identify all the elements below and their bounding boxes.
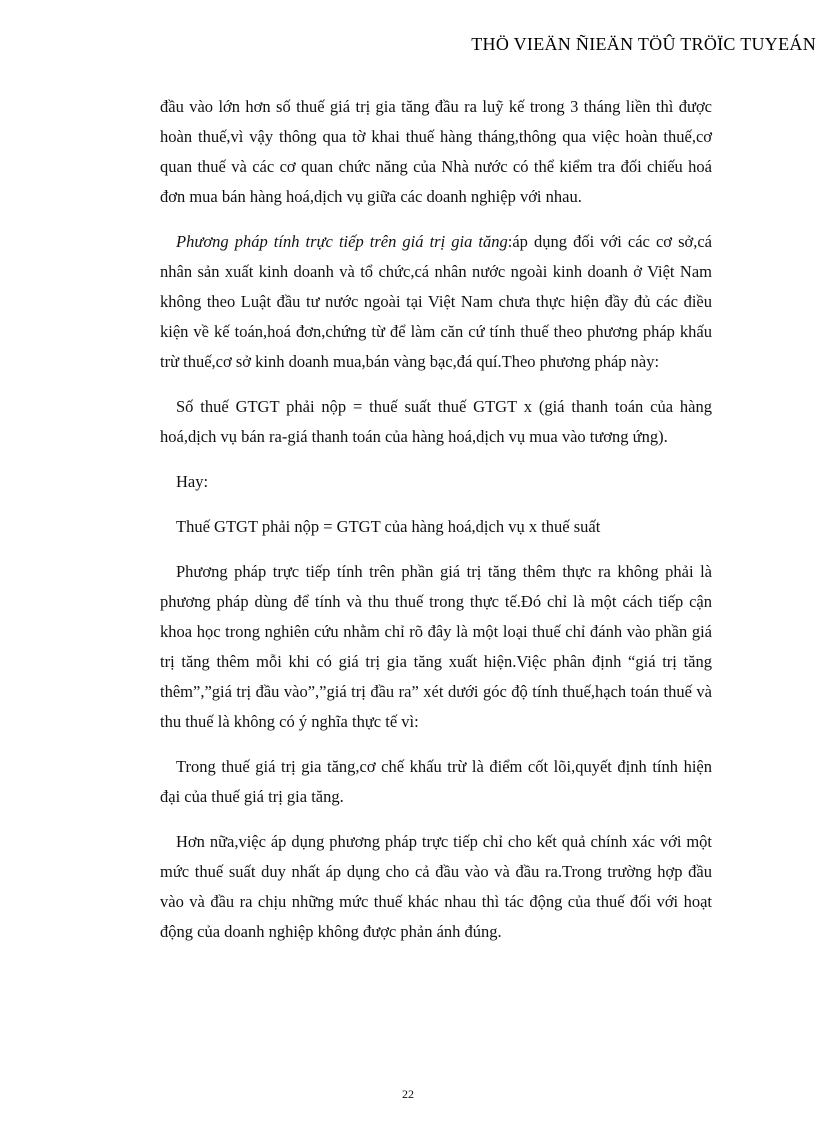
paragraph-2 [160, 227, 712, 377]
paragraph-5: Thuế GTGT phải nộp = GTGT của hàng hoá,dịch vụ x thuế suất [176, 517, 601, 536]
paragraph-2-heading: Phương pháp tính trực tiếp trên giá trị gia tăng [176, 232, 508, 251]
paragraph-4: Hay: [176, 472, 209, 491]
paragraph-6: Phương pháp trực tiếp tính trên phần giá trị tăng thêm thực ra không phải là phương pháp dùng để tính và thu thuế trong thực tế.Đó chỉ là một cách tiếp cận khoa học trong nghiên cứu nhằm chỉ rõ đây là một loại thuế chỉ đánh vào phần giá trị tăng thêm mỗi khi có giá trị gia tăng xuất hiện.Việc phân định “giá trị tăng thêm”,”giá trị đầu vào”,”giá trị đầu ra” xét dưới góc độ tính thuế,hạch toán thuế và thu thuế là không có ý nghĩa thực tế vì: [160, 562, 712, 731]
page-number: 22 [402, 1087, 414, 1101]
body-text [160, 92, 712, 962]
paragraph-3: Số thuế GTGT phải nộp = thuế suất thuế GTGT x (giá thanh toán của hàng hoá,dịch vụ bán ra-giá thanh toán của hàng hoá,dịch vụ mua vào tương ứng). [160, 397, 712, 446]
paragraph-1: đầu vào lớn hơn số thuế giá trị gia tăng đầu ra luỹ kế trong 3 tháng liền thì được hoàn thuế,vì vậy thông qua tờ khai thuế hàng tháng,thông qua việc hoàn thuế,cơ quan thuế và các cơ quan chức năng của Nhà nước có thể kiểm tra đối chiếu hoá đơn mua bán hàng hoá,dịch vụ giữa các doanh nghiệp với nhau. [160, 97, 712, 206]
paragraph-7: Trong thuế giá trị gia tăng,cơ chế khấu trừ là điểm cốt lõi,quyết định tính hiện đại của thuế giá trị gia tăng. [160, 757, 712, 806]
paragraph-8: Hơn nữa,việc áp dụng phương pháp trực tiếp chỉ cho kết quả chính xác với một mức thuế suất duy nhất áp dụng cho cả đầu vào và đầu ra.Trong trường hợp đầu vào và đầu ra chịu những mức thuế khác nhau thì tác động của thuế đối với hoạt động của doanh nghiệp không được phản ánh đúng. [160, 832, 712, 941]
paragraph-2-body: :áp dụng đối với các cơ sở,cá nhân sản xuất kinh doanh và tổ chức,cá nhân nước ngoài kinh doanh ở Việt Nam không theo Luật đầu tư nước ngoài tại Việt Nam chưa thực hiện đầy đủ các điều kiện về kế toán,hoá đơn,chứng từ để làm căn cứ tính thuế theo phương pháp khấu trừ thuế,cơ sở kinh doanh mua,bán vàng bạc,đá quí.Theo phương pháp này: [160, 232, 712, 371]
page-header: THÖ VIEÄN ÑIEÄN TÖÛ TRÖÏC TUYEÁN [471, 34, 816, 54]
